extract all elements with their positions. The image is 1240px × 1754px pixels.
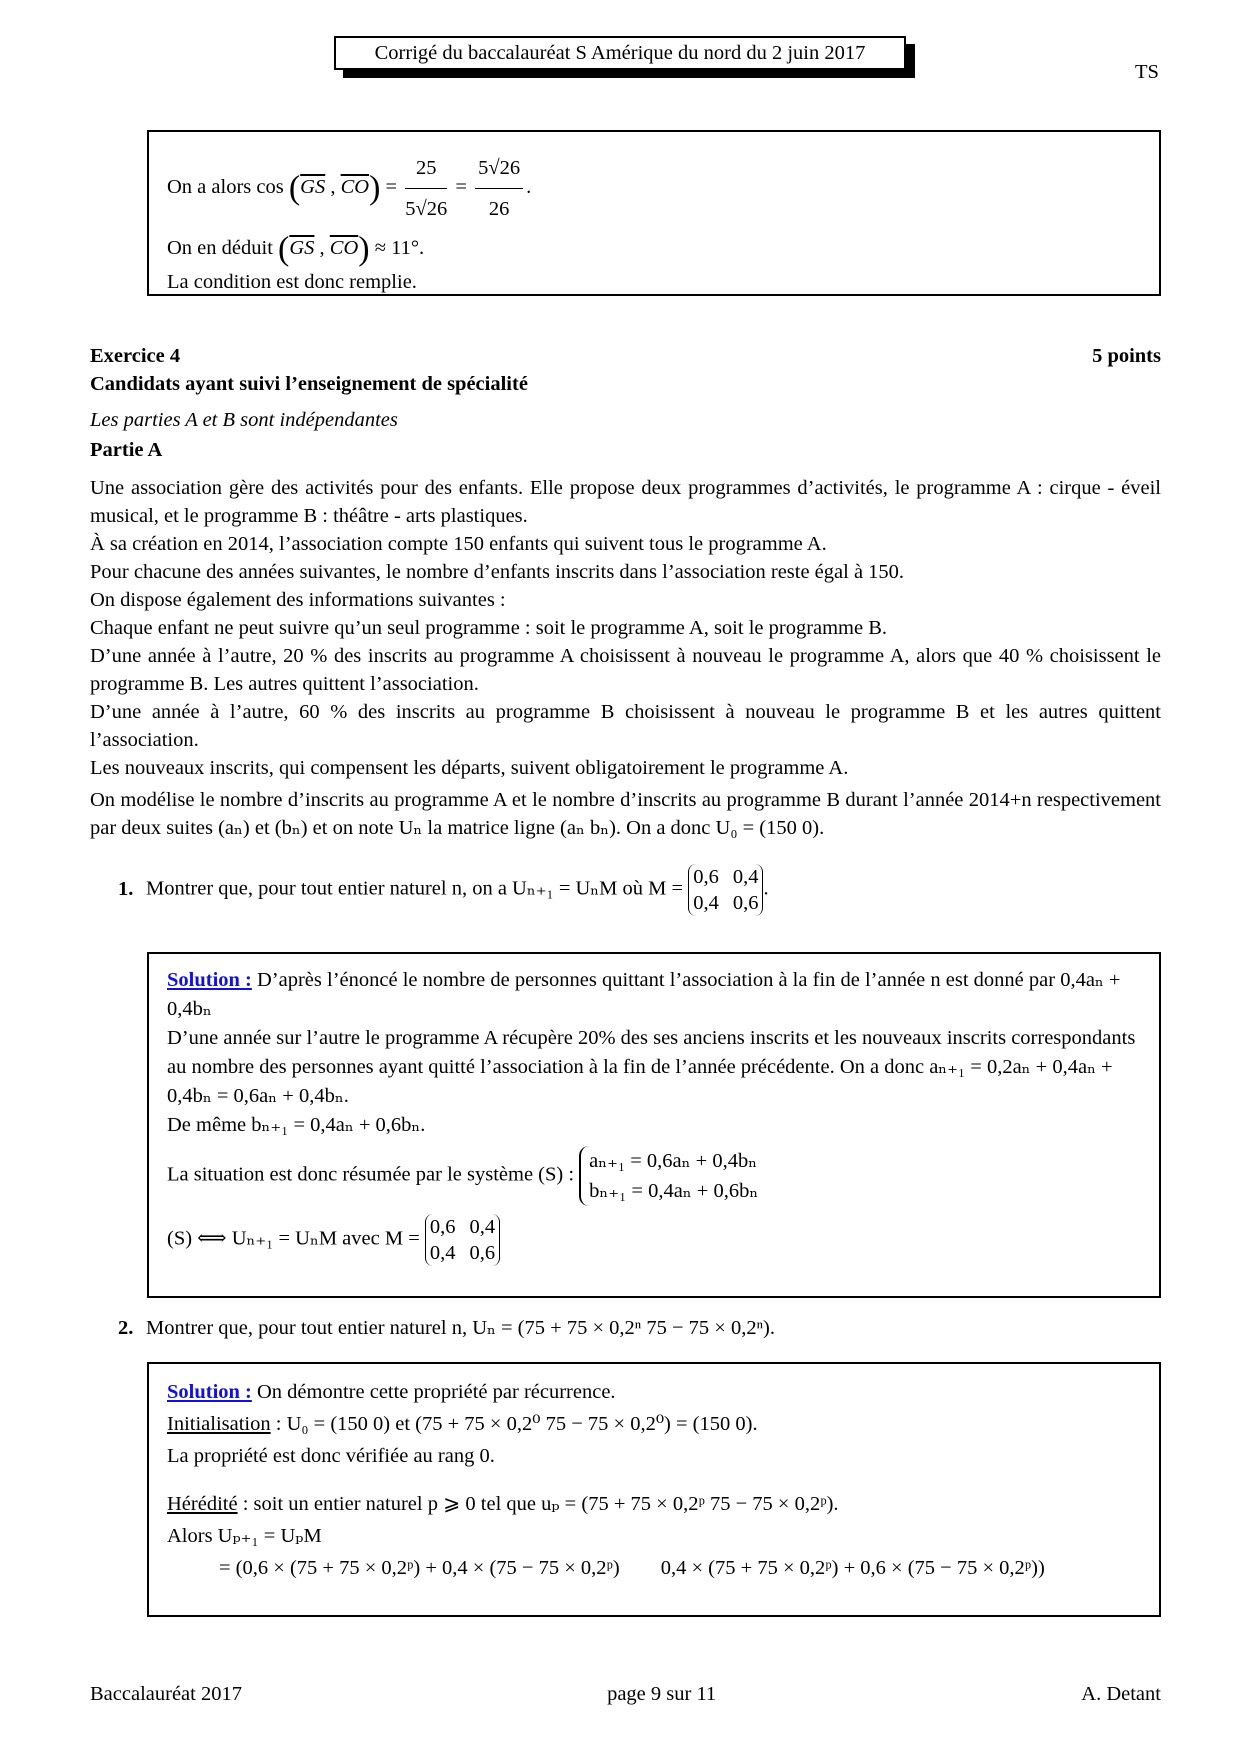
solution-box-2: [147, 1362, 1161, 1617]
text: = (0,6 × (75 + 75 × 0,2ᵖ) + 0,4 × (75 − 75 × 0,2ᵖ) 0,4 × (75 + 75 × 0,2ᵖ) + 0,6 × (75 − 75 × 0,2ᵖ)): [219, 1557, 1045, 1579]
text: La condition est donc remplie.: [167, 271, 417, 294]
exercise-note: Les parties A et B sont indépendantes: [90, 409, 398, 431]
text: Alors Uₚ₊₁ = UₚM: [167, 1525, 322, 1547]
solution-label: Solution :: [167, 969, 252, 991]
statement-line: Une association gère des activités pour des enfants. Elle propose deux programmes d’activités, le programme A : cirque - éveil musical, et le programme B : théâtre - arts plastiques.: [90, 477, 1161, 527]
statement-line: Pour chacune des années suivantes, le nombre d’enfants inscrits dans l’association reste égal à 150.: [90, 561, 905, 583]
statement-line: Chaque enfant ne peut suivre qu’un seul programme : soit le programme A, soit le programme B.: [90, 617, 888, 639]
model-text: On modélise le nombre d’inscrits au programme A et le nombre d’inscrits au programme B durant l’année 2014+n respectivement par deux suites (aₙ) et (bₙ) et on note Uₙ la matrice ligne (aₙ bₙ). On a donc U₀ = (150 0).: [90, 789, 1161, 839]
matrix-m: 0,6 0,4 0,4 0,6: [688, 864, 763, 916]
text: D’après l’énoncé le nombre de personnes quittant l’association à la fin de l’année n est donné par 0,4aₙ + 0,4bₙ: [167, 969, 1121, 1020]
question-number: 2.: [118, 1317, 134, 1339]
page-header-title: Corrigé du baccalauréat S Amérique du nord du 2 juin 2017: [334, 36, 906, 70]
exercise-title: Exercice 4: [90, 345, 181, 367]
text: On a alors cos: [167, 176, 284, 199]
class-label: TS: [1135, 61, 1159, 83]
statement-line: À sa création en 2014, l’association compte 150 enfants qui suivent tous le programme A.: [90, 533, 827, 555]
part-title: Partie A: [90, 439, 163, 461]
initialisation-label: Initialisation: [167, 1413, 271, 1435]
statement-line: On dispose également des informations suivantes :: [90, 589, 506, 611]
system-s: aₙ₊₁ = 0,6aₙ + 0,4bₙ bₙ₊₁ = 0,4aₙ + 0,6bₙ: [579, 1146, 758, 1206]
solution-box-previous: On a alors $\cos (\overline{GS}$ , $\overline{CO}$) = $\frac{25}{5√26}$ = $\frac{5√26}{26}$ . On en déduit ($\overline{GS}$ , $\overline{CO}) \approx 11^\circ$. La condition est donc remplie.: [147, 130, 1161, 296]
text: : U₀ = (150 0) et (75 + 75 × 0,2⁰ 75 − 75 × 0,2⁰) = (150 0).: [270, 1413, 758, 1435]
heredite-label: Hérédité: [167, 1493, 238, 1515]
page-footer: [90, 1680, 1161, 1708]
vector-gs: $\overline{GS}$: [300, 176, 326, 199]
text: : soit un entier naturel p ⩾ 0 tel que uₚ = (75 + 75 × 0,2ᵖ 75 − 75 × 0,2ᵖ).: [237, 1493, 839, 1515]
question-text: Montrer que, pour tout entier naturel n, on a Uₙ₊₁ = UₙM où M =: [146, 877, 684, 900]
page-number: page 9 sur 11: [607, 1683, 717, 1705]
text: La situation est donc résumée par le système (S) :: [167, 1163, 575, 1186]
solution-label: Solution :: [167, 1381, 252, 1403]
text: On en déduit: [167, 237, 273, 259]
question-number: 1.: [118, 877, 134, 900]
text: On démontre cette propriété par récurrence.: [257, 1381, 616, 1403]
exercise-points: 5 points: [1092, 345, 1161, 367]
solution-box-1: [147, 952, 1161, 1298]
question-text: Montrer que, pour tout entier naturel n, Uₙ = (75 + 75 × 0,2ⁿ 75 − 75 × 0,2ⁿ).: [146, 1317, 775, 1339]
matrix-m: 0,6 0,4 0,4 0,6: [425, 1214, 500, 1266]
exercise-section: Exercice 4 5 points Candidats ayant suivi l’enseignement de spécialité Les parties A et B sont indépendantes Partie A Une association gère des activités pour des enfants. Elle propose deux programmes d’activités, le programme A : cirque - éveil musical, et le programme B : théâtre - arts plastiques. À sa création en 2014, l’association compte 150 enfants qui suivent tous le programme A. Pour chacune des années suivantes, le nombre d’enfants inscrits dans l’association reste égal à 150. On dispose également des informations suivantes : Chaque enfant ne peut suivre qu’un seul programme : soit le programme A, soit le programme B. D’une année à l’autre, 20 % des inscrits au programme A choisissent à nouveau le programme A, alors que 40 % choisissent le programme B. Les autres quittent l’association. D’une année à l’autre, 60 % des inscrits au programme B choisissent à nouveau le programme B et les autres quittent l’association. Les nouveaux inscrits, qui compensent les départs, suivent obligatoirement le programme A. On modélise le nombre d’inscrits au programme A et le nombre d’inscrits au programme B durant l’année 2014+n respectivement par deux suites (aₙ) et (bₙ) et on note Uₙ la matrice ligne (aₙ bₙ). On a donc U₀ = (150 0). 1. Montrer que, pour tout entier naturel n, on a Uₙ₊₁ = UₙM où M = 0,6 0,4 0,4 0,6 .: [90, 342, 1161, 916]
statement-line: D’une année à l’autre, 60 % des inscrits au programme B choisissent à nouveau le programme B et les autres quittent l’association.: [90, 701, 1161, 751]
text: (S) ⟺ Uₙ₊₁ = UₙM avec M =: [167, 1227, 420, 1250]
footer-author: A. Detant: [1081, 1683, 1161, 1705]
text: D’une année sur l’autre le programme A récupère 20% des ses anciens inscrits et les nouveaux inscrits correspondants au nombre des personnes ayant quitté l’association à la fin de l’année précédente. On a donc aₙ₊₁ = 0,2aₙ + 0,4aₙ + 0,4bₙ = 0,6aₙ + 0,4bₙ.: [167, 1027, 1136, 1107]
fraction: $\frac{5√26}{26}$: [475, 148, 523, 229]
vector-co: $\overline{CO}$: [329, 237, 359, 259]
text: La propriété est donc vérifiée au rang 0.: [167, 1445, 495, 1467]
vector-co: $\overline{CO}$: [340, 176, 370, 199]
footer-left: Baccalauréat 2017: [90, 1683, 242, 1705]
statement-line: Les nouveaux inscrits, qui compensent les départs, suivent obligatoirement le programme A.: [90, 757, 849, 779]
text: ≈ 11°.: [374, 237, 425, 259]
text: De même bₙ₊₁ = 0,4aₙ + 0,6bₙ.: [167, 1114, 426, 1136]
exercise-subtitle: Candidats ayant suivi l’enseignement de spécialité: [90, 373, 528, 395]
statement-line: D’une année à l’autre, 20 % des inscrits au programme A choisissent à nouveau le programme A, alors que 40 % choisissent le programme B. Les autres quittent l’association.: [90, 645, 1161, 695]
vector-gs: $\overline{GS}$: [289, 237, 315, 259]
fraction: $\frac{25}{5√26}$: [405, 148, 447, 229]
